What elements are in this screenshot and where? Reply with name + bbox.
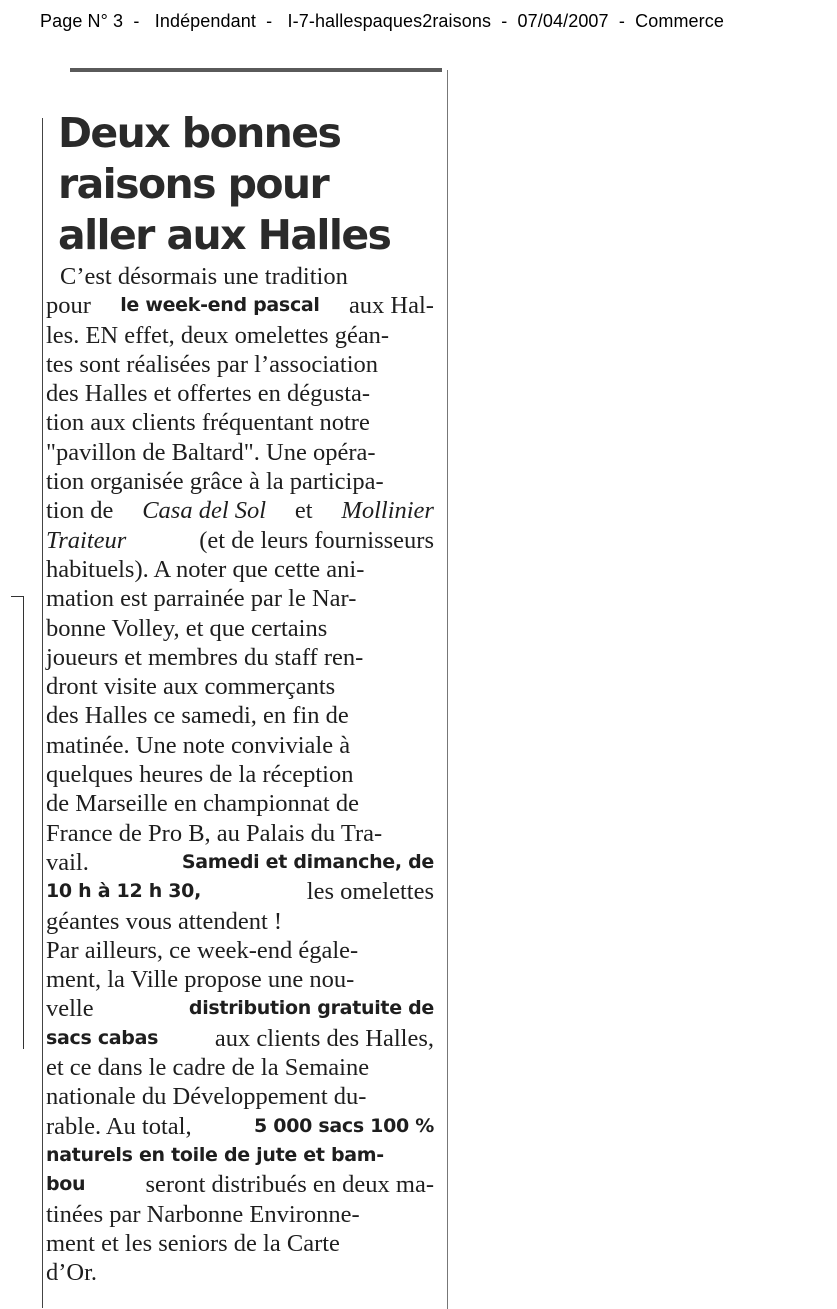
text-line	[46, 584, 434, 613]
page-header-info: Page N° 3 - Indépendant - I-7-hallespaques2raisons - 07/04/2007 - Commerce	[40, 11, 724, 31]
bold-phrase: Samedi et dimanche, de	[181, 850, 434, 873]
line-text: (et de leurs fournisseurs	[199, 526, 434, 554]
line-text: géantes vous attendent !	[46, 907, 283, 935]
line-text: tion de	[46, 497, 114, 525]
margin-bracket-mark	[11, 596, 24, 1049]
text-line	[46, 994, 434, 1023]
text-line	[46, 614, 434, 643]
line-text: C’est désormais une tradition	[60, 263, 348, 290]
line-text: d’Or.	[46, 1259, 98, 1287]
line-text: aux clients des Halles,	[214, 1024, 434, 1052]
line-text: quelques heures de la réception	[46, 761, 354, 789]
line-text: mation est parrainée par le Nar-	[46, 585, 357, 613]
line-text: habituels). A noter que cette ani-	[46, 555, 365, 583]
text-line	[46, 1112, 434, 1141]
text-line	[46, 701, 434, 730]
bold-phrase: bou	[46, 1173, 86, 1196]
text-line	[46, 789, 434, 818]
text-line	[46, 1200, 434, 1229]
text-line	[46, 526, 434, 555]
bold-phrase: sacs cabas	[46, 1026, 159, 1049]
text-line	[46, 848, 434, 877]
article-headline	[58, 108, 438, 261]
line-text: et ce dans le cadre de la Semaine	[46, 1054, 370, 1082]
line-text: ment et les seniors de la Carte	[46, 1229, 340, 1257]
line-text: velle	[46, 995, 94, 1023]
column-right-rule	[447, 70, 448, 1309]
line-text: Par ailleurs, ce week-end égale-	[46, 936, 359, 964]
italic-name: Casa del Sol	[142, 497, 267, 525]
bold-phrase: naturels en toile de jute et bam-	[46, 1143, 384, 1166]
text-line	[46, 555, 434, 584]
line-text: de Marseille en championnat de	[46, 790, 359, 818]
text-line	[46, 1229, 434, 1258]
text-line	[46, 321, 434, 350]
line-text: et	[294, 497, 313, 525]
headline-line: raisons pour	[58, 160, 329, 208]
line-text: des Halles ce samedi, en fin de	[46, 702, 349, 730]
text-line	[46, 1053, 434, 1082]
line-text: tion aux clients fréquentant notre	[46, 409, 370, 437]
text-line	[46, 1082, 434, 1111]
line-text: aux Hal-	[348, 292, 434, 320]
text-line	[46, 379, 434, 408]
line-text: tes sont réalisées par l’association	[46, 350, 379, 378]
line-text: les omelettes	[306, 878, 434, 906]
text-line	[46, 1170, 434, 1199]
text-line	[46, 877, 434, 906]
article-body	[46, 262, 434, 1287]
text-line	[46, 496, 434, 525]
bold-phrase: le week-end pascal	[120, 294, 320, 317]
text-line	[46, 408, 434, 437]
text-line	[46, 643, 434, 672]
line-text: des Halles et offertes en dégusta-	[46, 380, 371, 408]
line-text: rable. Au total,	[46, 1112, 192, 1140]
text-line	[46, 731, 434, 760]
line-text: seront distribués en deux ma-	[145, 1171, 434, 1199]
line-text: ment, la Ville propose une nou-	[46, 966, 355, 994]
line-text: nationale du Développement du-	[46, 1083, 367, 1111]
headline-line: aller aux Halles	[58, 211, 391, 259]
text-line	[46, 291, 434, 320]
text-line	[46, 1258, 434, 1287]
text-line	[46, 1141, 434, 1170]
line-text: joueurs et membres du staff ren-	[46, 643, 364, 671]
text-line	[46, 467, 434, 496]
text-line	[46, 350, 434, 379]
text-line	[46, 936, 434, 965]
text-line	[46, 262, 434, 291]
text-line	[46, 965, 434, 994]
line-text: France de Pro B, au Palais du Tra-	[46, 819, 383, 847]
bold-phrase: distribution gratuite de	[188, 997, 434, 1020]
line-text: matinée. Une note conviviale à	[46, 731, 351, 759]
line-text: pour	[46, 292, 91, 320]
line-text: tinées par Narbonne Environne-	[46, 1200, 360, 1228]
line-text: vail.	[46, 848, 89, 876]
headline-line: Deux bonnes	[58, 109, 341, 157]
column-left-rule	[42, 118, 43, 1308]
text-line	[46, 760, 434, 789]
text-line	[46, 819, 434, 848]
text-line	[46, 1024, 434, 1053]
text-line	[46, 907, 434, 936]
text-line	[46, 672, 434, 701]
bold-phrase: 5 000 sacs 100 %	[254, 1114, 434, 1137]
line-text: les. EN effet, deux omelettes géan-	[46, 321, 390, 349]
line-text: bonne Volley, et que certains	[46, 614, 328, 642]
line-text: "pavillon de Baltard". Une opéra-	[46, 438, 376, 466]
line-text: tion organisée grâce à la participa-	[46, 468, 384, 496]
line-text: dront visite aux commerçants	[46, 673, 336, 701]
italic-name: Mollinier	[341, 497, 434, 525]
italic-name: Traiteur	[46, 526, 127, 554]
column-top-rule	[70, 68, 442, 72]
text-line	[46, 438, 434, 467]
bold-phrase: 10 h à 12 h 30,	[46, 880, 201, 903]
